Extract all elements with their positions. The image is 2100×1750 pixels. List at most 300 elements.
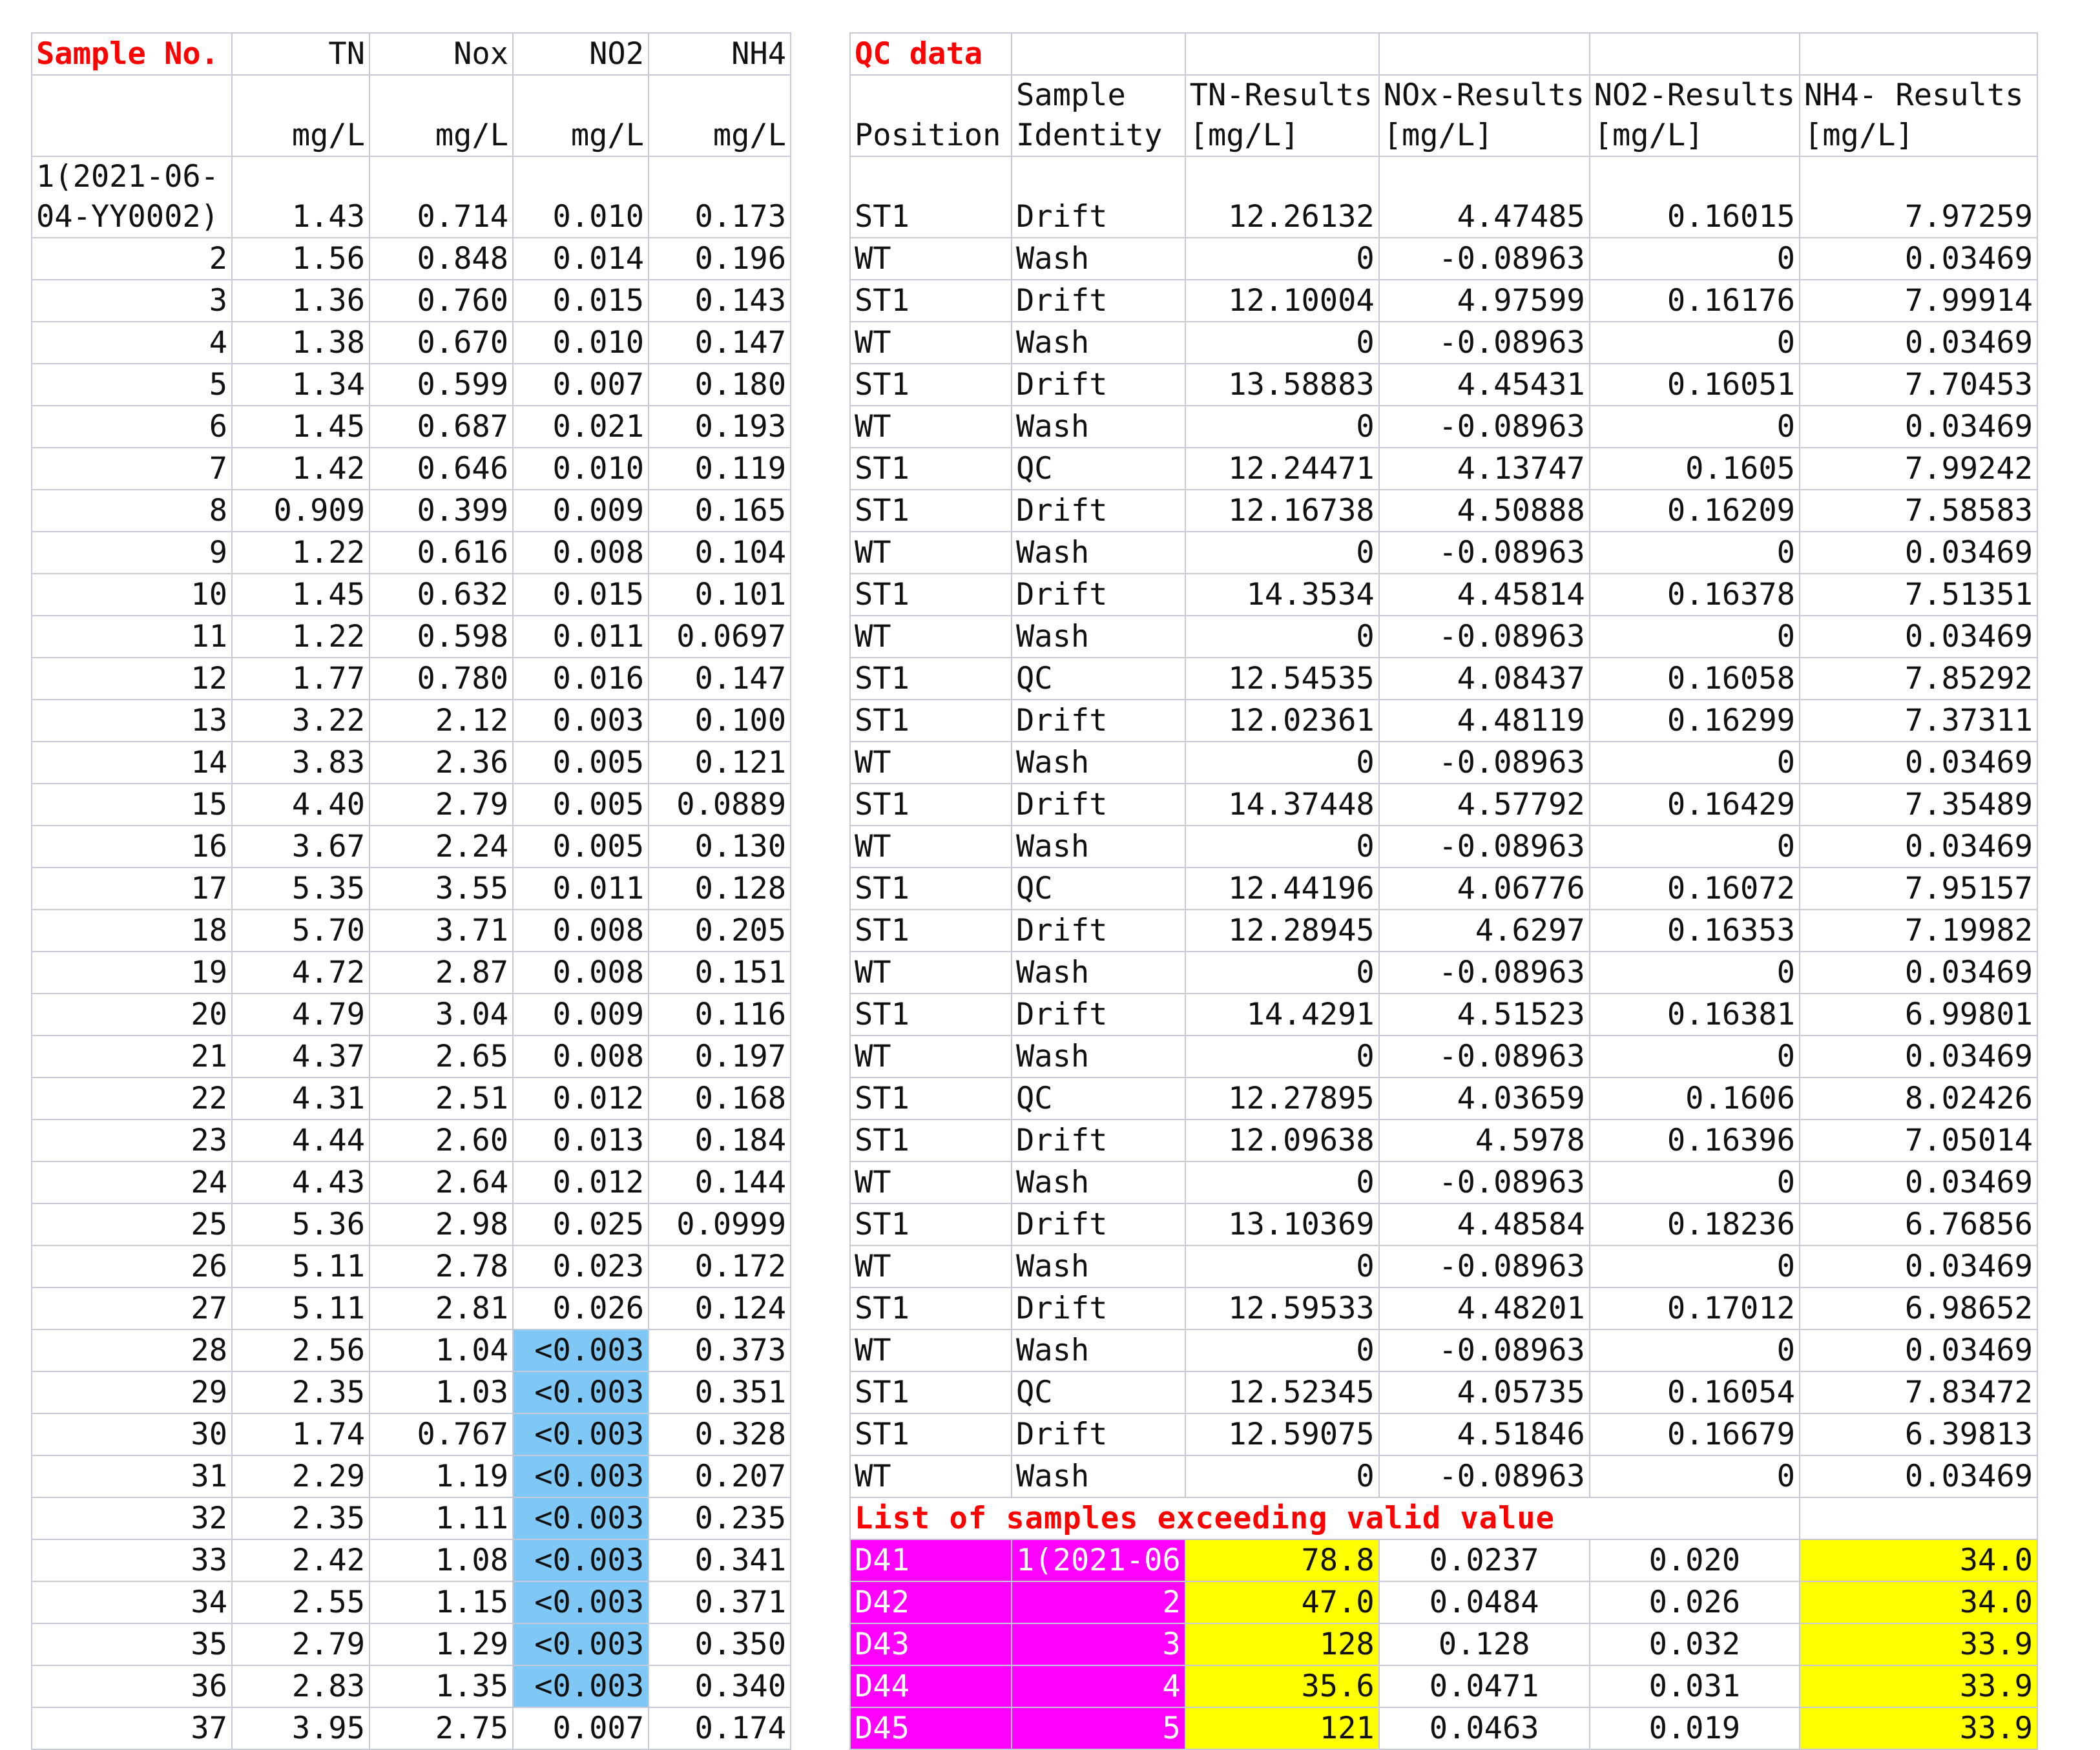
nox-cell[interactable]: 2.24 bbox=[369, 826, 513, 868]
qc-nh4-cell[interactable]: 6.76856 bbox=[1800, 1203, 2037, 1245]
exceed-nox-cell[interactable]: 0.0237 bbox=[1379, 1539, 1590, 1581]
sample-id-cell[interactable]: 13 bbox=[32, 700, 232, 742]
qc-nox-cell[interactable]: 4.6297 bbox=[1379, 910, 1590, 952]
gap-cell[interactable] bbox=[791, 826, 850, 868]
exceed-nh4-cell[interactable]: 34.0 bbox=[1800, 1581, 2037, 1623]
tn-cell[interactable]: 4.72 bbox=[232, 952, 369, 994]
qc-nox-cell[interactable]: -0.08963 bbox=[1379, 532, 1590, 574]
qc-identity-cell[interactable]: Drift bbox=[1012, 910, 1185, 952]
qc-identity-cell[interactable]: Wash bbox=[1012, 1036, 1185, 1078]
sample-id-cell[interactable]: 6 bbox=[32, 406, 232, 448]
nh4-cell[interactable]: 0.100 bbox=[649, 700, 791, 742]
sample-id-cell[interactable]: 7 bbox=[32, 448, 232, 490]
qc-no2-cell[interactable]: 0 bbox=[1590, 532, 1800, 574]
qc-nox-cell[interactable]: -0.08963 bbox=[1379, 406, 1590, 448]
no2-cell[interactable]: 0.016 bbox=[513, 658, 649, 700]
qc-nh4-cell[interactable]: 7.19982 bbox=[1800, 910, 2037, 952]
nh4-cell[interactable]: 0.121 bbox=[649, 742, 791, 784]
qc-nh4-cell[interactable]: 0.03469 bbox=[1800, 1036, 2037, 1078]
exceed-identity-cell[interactable]: 4 bbox=[1012, 1665, 1185, 1707]
no2-cell[interactable]: 0.012 bbox=[513, 1161, 649, 1203]
nox-cell[interactable]: 0.767 bbox=[369, 1413, 513, 1455]
nh4-cell[interactable]: 0.104 bbox=[649, 532, 791, 574]
unit-no2[interactable]: mg/L bbox=[513, 75, 649, 156]
nh4-cell[interactable]: 0.340 bbox=[649, 1665, 791, 1707]
qc-nh4-cell[interactable]: 0.03469 bbox=[1800, 1161, 2037, 1203]
header-nox-results[interactable]: NOx-Results [mg/L] bbox=[1379, 75, 1590, 156]
qc-tn-cell[interactable]: 12.44196 bbox=[1185, 868, 1379, 910]
no2-cell[interactable]: <0.003 bbox=[513, 1371, 649, 1413]
qc-nox-cell[interactable]: 4.48584 bbox=[1379, 1203, 1590, 1245]
no2-cell[interactable]: 0.005 bbox=[513, 826, 649, 868]
sample-id-cell[interactable]: 12 bbox=[32, 658, 232, 700]
tn-cell[interactable]: 5.35 bbox=[232, 868, 369, 910]
sample-id-cell[interactable]: 2 bbox=[32, 238, 232, 280]
unit-nox[interactable]: mg/L bbox=[369, 75, 513, 156]
sample-id-cell[interactable]: 9 bbox=[32, 532, 232, 574]
unit-tn[interactable]: mg/L bbox=[232, 75, 369, 156]
qc-identity-cell[interactable]: Wash bbox=[1012, 1329, 1185, 1371]
exceed-nox-cell[interactable]: 0.0484 bbox=[1379, 1581, 1590, 1623]
exceed-position-cell[interactable]: D45 bbox=[850, 1707, 1012, 1749]
empty-cell[interactable] bbox=[1800, 1497, 2037, 1539]
tn-cell[interactable]: 2.35 bbox=[232, 1371, 369, 1413]
exceed-identity-cell[interactable]: 1(2021-06 bbox=[1012, 1539, 1185, 1581]
nox-cell[interactable]: 2.51 bbox=[369, 1078, 513, 1120]
gap-cell[interactable] bbox=[791, 910, 850, 952]
nh4-cell[interactable]: 0.101 bbox=[649, 574, 791, 616]
gap-cell[interactable] bbox=[791, 1371, 850, 1413]
qc-tn-cell[interactable]: 12.02361 bbox=[1185, 700, 1379, 742]
tn-cell[interactable]: 2.35 bbox=[232, 1497, 369, 1539]
qc-nh4-cell[interactable]: 7.51351 bbox=[1800, 574, 2037, 616]
no2-cell[interactable]: 0.005 bbox=[513, 742, 649, 784]
qc-nh4-cell[interactable]: 7.97259 bbox=[1800, 156, 2037, 238]
qc-nh4-cell[interactable]: 7.85292 bbox=[1800, 658, 2037, 700]
qc-tn-cell[interactable]: 12.16738 bbox=[1185, 490, 1379, 532]
nox-cell[interactable]: 3.71 bbox=[369, 910, 513, 952]
exceed-no2-cell[interactable]: 0.032 bbox=[1590, 1623, 1800, 1665]
sample-id-cell[interactable]: 26 bbox=[32, 1245, 232, 1287]
qc-tn-cell[interactable]: 0 bbox=[1185, 616, 1379, 658]
qc-identity-cell[interactable]: Drift bbox=[1012, 364, 1185, 406]
qc-nox-cell[interactable]: 4.97599 bbox=[1379, 280, 1590, 322]
qc-identity-cell[interactable]: QC bbox=[1012, 658, 1185, 700]
tn-cell[interactable]: 4.43 bbox=[232, 1161, 369, 1203]
gap-cell[interactable] bbox=[791, 33, 850, 75]
qc-position-cell[interactable]: ST1 bbox=[850, 1203, 1012, 1245]
qc-position-cell[interactable]: ST1 bbox=[850, 994, 1012, 1036]
qc-nh4-cell[interactable]: 8.02426 bbox=[1800, 1078, 2037, 1120]
sample-id-cell[interactable]: 25 bbox=[32, 1203, 232, 1245]
qc-tn-cell[interactable]: 14.4291 bbox=[1185, 994, 1379, 1036]
qc-tn-cell[interactable]: 12.59075 bbox=[1185, 1413, 1379, 1455]
tn-cell[interactable]: 1.36 bbox=[232, 280, 369, 322]
tn-cell[interactable]: 1.45 bbox=[232, 574, 369, 616]
nh4-cell[interactable]: 0.193 bbox=[649, 406, 791, 448]
qc-no2-cell[interactable]: 0 bbox=[1590, 826, 1800, 868]
qc-no2-cell[interactable]: 0.16381 bbox=[1590, 994, 1800, 1036]
nox-cell[interactable]: 1.15 bbox=[369, 1581, 513, 1623]
nox-cell[interactable]: 1.08 bbox=[369, 1539, 513, 1581]
qc-nh4-cell[interactable]: 0.03469 bbox=[1800, 742, 2037, 784]
no2-cell[interactable]: 0.025 bbox=[513, 1203, 649, 1245]
nox-cell[interactable]: 1.29 bbox=[369, 1623, 513, 1665]
qc-position-cell[interactable]: WT bbox=[850, 616, 1012, 658]
nox-cell[interactable]: 2.81 bbox=[369, 1287, 513, 1329]
nox-cell[interactable]: 1.35 bbox=[369, 1665, 513, 1707]
header-no2-results[interactable]: NO2-Results [mg/L] bbox=[1590, 75, 1800, 156]
sample-id-cell[interactable]: 4 bbox=[32, 322, 232, 364]
qc-tn-cell[interactable]: 14.3534 bbox=[1185, 574, 1379, 616]
qc-no2-cell[interactable]: 0.16396 bbox=[1590, 1120, 1800, 1161]
no2-cell[interactable]: 0.015 bbox=[513, 280, 649, 322]
nox-cell[interactable]: 0.616 bbox=[369, 532, 513, 574]
qc-position-cell[interactable]: ST1 bbox=[850, 1078, 1012, 1120]
qc-tn-cell[interactable]: 12.52345 bbox=[1185, 1371, 1379, 1413]
nh4-cell[interactable]: 0.180 bbox=[649, 364, 791, 406]
qc-position-cell[interactable]: ST1 bbox=[850, 784, 1012, 826]
sample-id-cell[interactable]: 34 bbox=[32, 1581, 232, 1623]
qc-tn-cell[interactable]: 0 bbox=[1185, 952, 1379, 994]
exceed-tn-cell[interactable]: 35.6 bbox=[1185, 1665, 1379, 1707]
no2-cell[interactable]: 0.007 bbox=[513, 1707, 649, 1749]
qc-tn-cell[interactable]: 12.09638 bbox=[1185, 1120, 1379, 1161]
qc-nh4-cell[interactable]: 7.95157 bbox=[1800, 868, 2037, 910]
nox-cell[interactable]: 1.11 bbox=[369, 1497, 513, 1539]
gap-cell[interactable] bbox=[791, 1120, 850, 1161]
qc-no2-cell[interactable]: 0.1606 bbox=[1590, 1078, 1800, 1120]
sample-id-cell[interactable]: 21 bbox=[32, 1036, 232, 1078]
tn-cell[interactable]: 2.79 bbox=[232, 1623, 369, 1665]
qc-no2-cell[interactable]: 0.16679 bbox=[1590, 1413, 1800, 1455]
qc-identity-cell[interactable]: Wash bbox=[1012, 1245, 1185, 1287]
no2-cell[interactable]: 0.008 bbox=[513, 910, 649, 952]
qc-position-cell[interactable]: ST1 bbox=[850, 700, 1012, 742]
sample-id-cell[interactable]: 15 bbox=[32, 784, 232, 826]
tn-cell[interactable]: 2.42 bbox=[232, 1539, 369, 1581]
qc-no2-cell[interactable]: 0.16429 bbox=[1590, 784, 1800, 826]
tn-cell[interactable]: 5.36 bbox=[232, 1203, 369, 1245]
exceed-nh4-cell[interactable]: 34.0 bbox=[1800, 1539, 2037, 1581]
qc-no2-cell[interactable]: 0.16058 bbox=[1590, 658, 1800, 700]
nh4-cell[interactable]: 0.207 bbox=[649, 1455, 791, 1497]
gap-cell[interactable] bbox=[791, 1287, 850, 1329]
qc-no2-cell[interactable]: 0.16378 bbox=[1590, 574, 1800, 616]
tn-cell[interactable]: 2.55 bbox=[232, 1581, 369, 1623]
qc-position-cell[interactable]: WT bbox=[850, 952, 1012, 994]
nh4-cell[interactable]: 0.143 bbox=[649, 280, 791, 322]
qc-position-cell[interactable]: ST1 bbox=[850, 280, 1012, 322]
qc-nh4-cell[interactable]: 7.35489 bbox=[1800, 784, 2037, 826]
tn-cell[interactable]: 1.22 bbox=[232, 616, 369, 658]
exceed-nh4-cell[interactable]: 33.9 bbox=[1800, 1623, 2037, 1665]
qc-identity-cell[interactable]: Wash bbox=[1012, 826, 1185, 868]
tn-cell[interactable]: 3.22 bbox=[232, 700, 369, 742]
nh4-cell[interactable]: 0.341 bbox=[649, 1539, 791, 1581]
qc-nox-cell[interactable]: -0.08963 bbox=[1379, 616, 1590, 658]
tn-cell[interactable]: 5.11 bbox=[232, 1245, 369, 1287]
exceed-nox-cell[interactable]: 0.128 bbox=[1379, 1623, 1590, 1665]
nh4-cell[interactable]: 0.147 bbox=[649, 322, 791, 364]
nh4-cell[interactable]: 0.165 bbox=[649, 490, 791, 532]
qc-nox-cell[interactable]: -0.08963 bbox=[1379, 1329, 1590, 1371]
nh4-cell[interactable]: 0.0999 bbox=[649, 1203, 791, 1245]
no2-cell[interactable]: 0.023 bbox=[513, 1245, 649, 1287]
qc-position-cell[interactable]: ST1 bbox=[850, 868, 1012, 910]
nh4-cell[interactable]: 0.197 bbox=[649, 1036, 791, 1078]
qc-tn-cell[interactable]: 0 bbox=[1185, 1036, 1379, 1078]
qc-no2-cell[interactable]: 0.16072 bbox=[1590, 868, 1800, 910]
tn-cell[interactable]: 1.43 bbox=[232, 156, 369, 238]
tn-cell[interactable]: 1.34 bbox=[232, 364, 369, 406]
no2-cell[interactable]: <0.003 bbox=[513, 1665, 649, 1707]
qc-identity-cell[interactable]: Wash bbox=[1012, 322, 1185, 364]
sample-id-cell[interactable]: 35 bbox=[32, 1623, 232, 1665]
gap-cell[interactable] bbox=[791, 1161, 850, 1203]
qc-position-cell[interactable]: ST1 bbox=[850, 364, 1012, 406]
nh4-cell[interactable]: 0.184 bbox=[649, 1120, 791, 1161]
qc-no2-cell[interactable]: 0 bbox=[1590, 1329, 1800, 1371]
exceed-tn-cell[interactable]: 121 bbox=[1185, 1707, 1379, 1749]
qc-nox-cell[interactable]: 4.51846 bbox=[1379, 1413, 1590, 1455]
qc-tn-cell[interactable]: 0 bbox=[1185, 322, 1379, 364]
qc-position-cell[interactable]: ST1 bbox=[850, 574, 1012, 616]
nh4-cell[interactable]: 0.373 bbox=[649, 1329, 791, 1371]
qc-nh4-cell[interactable]: 7.70453 bbox=[1800, 364, 2037, 406]
gap-cell[interactable] bbox=[791, 1707, 850, 1749]
no2-cell[interactable]: <0.003 bbox=[513, 1455, 649, 1497]
qc-no2-cell[interactable]: 0 bbox=[1590, 322, 1800, 364]
gap-cell[interactable] bbox=[791, 868, 850, 910]
no2-cell[interactable]: <0.003 bbox=[513, 1623, 649, 1665]
qc-position-cell[interactable]: WT bbox=[850, 1329, 1012, 1371]
qc-identity-cell[interactable]: Wash bbox=[1012, 406, 1185, 448]
header-nh4-results[interactable]: NH4- Results [mg/L] bbox=[1800, 75, 2037, 156]
qc-nox-cell[interactable]: -0.08963 bbox=[1379, 952, 1590, 994]
sample-id-cell[interactable]: 32 bbox=[32, 1497, 232, 1539]
gap-cell[interactable] bbox=[791, 280, 850, 322]
sample-id-cell[interactable]: 30 bbox=[32, 1413, 232, 1455]
qc-tn-cell[interactable]: 0 bbox=[1185, 1329, 1379, 1371]
nh4-cell[interactable]: 0.350 bbox=[649, 1623, 791, 1665]
qc-identity-cell[interactable]: Drift bbox=[1012, 490, 1185, 532]
nox-cell[interactable]: 1.19 bbox=[369, 1455, 513, 1497]
nh4-cell[interactable]: 0.328 bbox=[649, 1413, 791, 1455]
qc-nh4-cell[interactable]: 0.03469 bbox=[1800, 952, 2037, 994]
qc-nox-cell[interactable]: -0.08963 bbox=[1379, 1245, 1590, 1287]
nox-cell[interactable]: 2.87 bbox=[369, 952, 513, 994]
qc-no2-cell[interactable]: 0 bbox=[1590, 952, 1800, 994]
tn-cell[interactable]: 1.22 bbox=[232, 532, 369, 574]
no2-cell[interactable]: 0.013 bbox=[513, 1120, 649, 1161]
tn-cell[interactable]: 3.83 bbox=[232, 742, 369, 784]
exceed-position-cell[interactable]: D42 bbox=[850, 1581, 1012, 1623]
qc-no2-cell[interactable]: 0 bbox=[1590, 1245, 1800, 1287]
qc-nh4-cell[interactable]: 6.39813 bbox=[1800, 1413, 2037, 1455]
qc-tn-cell[interactable]: 0 bbox=[1185, 1245, 1379, 1287]
unit-nh4[interactable]: mg/L bbox=[649, 75, 791, 156]
qc-position-cell[interactable]: WT bbox=[850, 322, 1012, 364]
gap-cell[interactable] bbox=[791, 1539, 850, 1581]
nh4-cell[interactable]: 0.0889 bbox=[649, 784, 791, 826]
qc-nox-cell[interactable]: -0.08963 bbox=[1379, 742, 1590, 784]
qc-no2-cell[interactable]: 0.16054 bbox=[1590, 1371, 1800, 1413]
tn-cell[interactable]: 2.29 bbox=[232, 1455, 369, 1497]
no2-cell[interactable]: 0.021 bbox=[513, 406, 649, 448]
sample-id-cell[interactable]: 5 bbox=[32, 364, 232, 406]
no2-cell[interactable]: 0.010 bbox=[513, 322, 649, 364]
sample-id-cell[interactable]: 18 bbox=[32, 910, 232, 952]
qc-identity-cell[interactable]: Drift bbox=[1012, 1413, 1185, 1455]
nox-cell[interactable]: 0.632 bbox=[369, 574, 513, 616]
no2-cell[interactable]: <0.003 bbox=[513, 1581, 649, 1623]
exceed-nh4-cell[interactable]: 33.9 bbox=[1800, 1707, 2037, 1749]
tn-cell[interactable]: 1.42 bbox=[232, 448, 369, 490]
nh4-cell[interactable]: 0.205 bbox=[649, 910, 791, 952]
no2-cell[interactable]: 0.011 bbox=[513, 868, 649, 910]
qc-no2-cell[interactable]: 0.16015 bbox=[1590, 156, 1800, 238]
empty-cell[interactable] bbox=[1379, 33, 1590, 75]
tn-cell[interactable]: 5.11 bbox=[232, 1287, 369, 1329]
tn-cell[interactable]: 2.56 bbox=[232, 1329, 369, 1371]
sample-id-cell[interactable]: 36 bbox=[32, 1665, 232, 1707]
tn-cell[interactable]: 1.77 bbox=[232, 658, 369, 700]
sample-id-cell[interactable]: 8 bbox=[32, 490, 232, 532]
exceed-nox-cell[interactable]: 0.0471 bbox=[1379, 1665, 1590, 1707]
sample-id-cell[interactable]: 27 bbox=[32, 1287, 232, 1329]
no2-cell[interactable]: <0.003 bbox=[513, 1413, 649, 1455]
qc-tn-cell[interactable]: 0 bbox=[1185, 1161, 1379, 1203]
sample-id-cell[interactable]: 31 bbox=[32, 1455, 232, 1497]
qc-nox-cell[interactable]: 4.47485 bbox=[1379, 156, 1590, 238]
qc-identity-cell[interactable]: Wash bbox=[1012, 532, 1185, 574]
qc-nox-cell[interactable]: 4.06776 bbox=[1379, 868, 1590, 910]
gap-cell[interactable] bbox=[791, 1413, 850, 1455]
sample-id-cell[interactable]: 17 bbox=[32, 868, 232, 910]
header-sample-no[interactable]: Sample No. bbox=[32, 33, 232, 75]
exceed-position-cell[interactable]: D41 bbox=[850, 1539, 1012, 1581]
qc-no2-cell[interactable]: 0 bbox=[1590, 742, 1800, 784]
exceed-identity-cell[interactable]: 2 bbox=[1012, 1581, 1185, 1623]
qc-tn-cell[interactable]: 12.26132 bbox=[1185, 156, 1379, 238]
gap-cell[interactable] bbox=[791, 1036, 850, 1078]
gap-cell[interactable] bbox=[791, 532, 850, 574]
qc-title[interactable]: QC data bbox=[850, 33, 1012, 75]
qc-tn-cell[interactable]: 12.59533 bbox=[1185, 1287, 1379, 1329]
gap-cell[interactable] bbox=[791, 1455, 850, 1497]
qc-identity-cell[interactable]: Drift bbox=[1012, 574, 1185, 616]
nh4-cell[interactable]: 0.174 bbox=[649, 1707, 791, 1749]
nh4-cell[interactable]: 0.130 bbox=[649, 826, 791, 868]
no2-cell[interactable]: 0.015 bbox=[513, 574, 649, 616]
qc-nh4-cell[interactable]: 0.03469 bbox=[1800, 532, 2037, 574]
tn-cell[interactable]: 1.74 bbox=[232, 1413, 369, 1455]
gap-cell[interactable] bbox=[791, 994, 850, 1036]
nox-cell[interactable]: 2.60 bbox=[369, 1120, 513, 1161]
nox-cell[interactable]: 0.670 bbox=[369, 322, 513, 364]
sample-id-cell[interactable]: 37 bbox=[32, 1707, 232, 1749]
exceed-list-title[interactable]: List of samples exceeding valid value bbox=[850, 1497, 1800, 1539]
qc-tn-cell[interactable]: 13.58883 bbox=[1185, 364, 1379, 406]
no2-cell[interactable]: <0.003 bbox=[513, 1497, 649, 1539]
qc-no2-cell[interactable]: 0 bbox=[1590, 1036, 1800, 1078]
qc-nh4-cell[interactable]: 0.03469 bbox=[1800, 1329, 2037, 1371]
qc-no2-cell[interactable]: 0.16353 bbox=[1590, 910, 1800, 952]
gap-cell[interactable] bbox=[791, 75, 850, 156]
qc-no2-cell[interactable]: 0.16051 bbox=[1590, 364, 1800, 406]
qc-nh4-cell[interactable]: 0.03469 bbox=[1800, 406, 2037, 448]
qc-position-cell[interactable]: ST1 bbox=[850, 1371, 1012, 1413]
sample-id-cell[interactable]: 3 bbox=[32, 280, 232, 322]
qc-position-cell[interactable]: WT bbox=[850, 1455, 1012, 1497]
qc-nh4-cell[interactable]: 0.03469 bbox=[1800, 1455, 2037, 1497]
exceed-no2-cell[interactable]: 0.031 bbox=[1590, 1665, 1800, 1707]
header-tn-results[interactable]: TN-Results [mg/L] bbox=[1185, 75, 1379, 156]
qc-nox-cell[interactable]: -0.08963 bbox=[1379, 238, 1590, 280]
no2-cell[interactable]: <0.003 bbox=[513, 1329, 649, 1371]
tn-cell[interactable]: 4.44 bbox=[232, 1120, 369, 1161]
nox-cell[interactable]: 0.687 bbox=[369, 406, 513, 448]
qc-tn-cell[interactable]: 12.28945 bbox=[1185, 910, 1379, 952]
nh4-cell[interactable]: 0.172 bbox=[649, 1245, 791, 1287]
qc-tn-cell[interactable]: 0 bbox=[1185, 826, 1379, 868]
tn-cell[interactable]: 0.909 bbox=[232, 490, 369, 532]
qc-nh4-cell[interactable]: 7.99914 bbox=[1800, 280, 2037, 322]
gap-cell[interactable] bbox=[791, 742, 850, 784]
qc-nh4-cell[interactable]: 0.03469 bbox=[1800, 238, 2037, 280]
qc-nh4-cell[interactable]: 7.99242 bbox=[1800, 448, 2037, 490]
qc-identity-cell[interactable]: Wash bbox=[1012, 952, 1185, 994]
gap-cell[interactable] bbox=[791, 784, 850, 826]
qc-no2-cell[interactable]: 0 bbox=[1590, 1161, 1800, 1203]
qc-no2-cell[interactable]: 0 bbox=[1590, 238, 1800, 280]
sample-id-cell[interactable]: 10 bbox=[32, 574, 232, 616]
sample-id-cell[interactable]: 19 bbox=[32, 952, 232, 994]
no2-cell[interactable]: 0.007 bbox=[513, 364, 649, 406]
qc-tn-cell[interactable]: 0 bbox=[1185, 406, 1379, 448]
qc-identity-cell[interactable]: Drift bbox=[1012, 1203, 1185, 1245]
sample-id-cell[interactable]: 28 bbox=[32, 1329, 232, 1371]
nh4-cell[interactable]: 0.235 bbox=[649, 1497, 791, 1539]
qc-no2-cell[interactable]: 0 bbox=[1590, 1455, 1800, 1497]
qc-tn-cell[interactable]: 13.10369 bbox=[1185, 1203, 1379, 1245]
sample-id-cell[interactable]: 29 bbox=[32, 1371, 232, 1413]
no2-cell[interactable]: 0.011 bbox=[513, 616, 649, 658]
nox-cell[interactable]: 0.760 bbox=[369, 280, 513, 322]
nh4-cell[interactable]: 0.128 bbox=[649, 868, 791, 910]
nox-cell[interactable]: 2.65 bbox=[369, 1036, 513, 1078]
tn-cell[interactable]: 2.83 bbox=[232, 1665, 369, 1707]
exceed-tn-cell[interactable]: 78.8 bbox=[1185, 1539, 1379, 1581]
gap-cell[interactable] bbox=[791, 1581, 850, 1623]
gap-cell[interactable] bbox=[791, 700, 850, 742]
nox-cell[interactable]: 1.03 bbox=[369, 1371, 513, 1413]
nh4-cell[interactable]: 0.0697 bbox=[649, 616, 791, 658]
tn-cell[interactable]: 4.40 bbox=[232, 784, 369, 826]
gap-cell[interactable] bbox=[791, 238, 850, 280]
qc-position-cell[interactable]: WT bbox=[850, 406, 1012, 448]
no2-cell[interactable]: <0.003 bbox=[513, 1539, 649, 1581]
qc-nox-cell[interactable]: -0.08963 bbox=[1379, 1455, 1590, 1497]
gap-cell[interactable] bbox=[791, 1329, 850, 1371]
nh4-cell[interactable]: 0.119 bbox=[649, 448, 791, 490]
qc-identity-cell[interactable]: QC bbox=[1012, 1371, 1185, 1413]
nh4-cell[interactable]: 0.151 bbox=[649, 952, 791, 994]
nox-cell[interactable]: 2.36 bbox=[369, 742, 513, 784]
empty-cell[interactable] bbox=[1800, 33, 2037, 75]
qc-identity-cell[interactable]: QC bbox=[1012, 1078, 1185, 1120]
